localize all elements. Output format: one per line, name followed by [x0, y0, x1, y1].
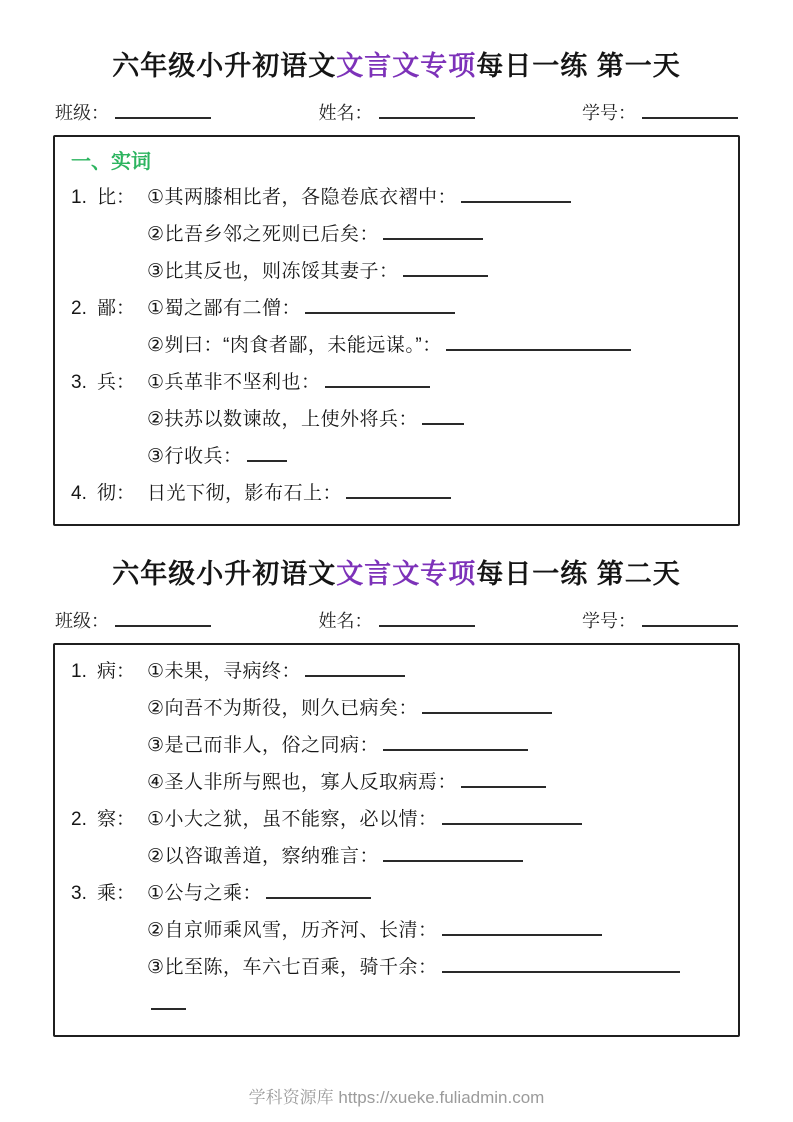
sentence-text: ①小大之狱，虽不能察，必以情： [147, 809, 438, 830]
item-number: 4. [71, 483, 87, 504]
sentence-text: ①蜀之鄙有二僧： [147, 298, 302, 319]
exercise-line [71, 875, 722, 912]
info-blank-field[interactable] [115, 609, 211, 627]
exercise-line [71, 253, 722, 290]
exercise-box-day1 [53, 135, 740, 526]
answer-blank[interactable] [151, 990, 186, 1010]
exercise-line [71, 216, 722, 253]
item-number: 2. [71, 298, 87, 319]
answer-blank[interactable] [383, 731, 528, 751]
sentence-text: ③比至陈，车六七百乘，骑千余： [147, 957, 438, 978]
sentence-text: ①公与之乘： [147, 883, 263, 904]
exercise-box-day2 [53, 643, 740, 1037]
item-headword: 察： [97, 809, 136, 830]
exercise-line [71, 912, 722, 949]
title-text-post: 每日一练 第一天 [476, 51, 681, 81]
worksheet-day1 [53, 44, 740, 526]
sentence-text: ④圣人非所与熙也，寡人反取病焉： [147, 772, 458, 793]
title-highlight: 文言文专项 [336, 51, 477, 81]
sentence-text: ①兵革非不坚利也： [147, 372, 321, 393]
answer-blank[interactable] [266, 879, 371, 899]
answer-blank[interactable] [461, 768, 546, 788]
answer-blank[interactable] [305, 294, 455, 314]
info-field-label: 班级： [55, 611, 109, 631]
info-blank-field[interactable] [115, 101, 211, 119]
answer-blank[interactable] [383, 220, 483, 240]
item-headword: 兵： [97, 372, 136, 393]
answer-blank[interactable] [383, 842, 523, 862]
sentence-text: ②扶苏以数谏故，上使外将兵： [147, 409, 419, 430]
footer [53, 1061, 740, 1122]
exercise-line [71, 801, 722, 838]
sentence-text: ③比其反也，则冻馁其妻子： [147, 261, 399, 282]
student-info-row [55, 99, 738, 125]
answer-blank[interactable] [446, 331, 631, 351]
item-number: 1. [71, 187, 87, 208]
title-text-pre: 六年级小升初语文 [112, 51, 337, 81]
item-number: 2. [71, 809, 87, 830]
info-field [582, 607, 738, 633]
item-headword: 彻： [97, 483, 136, 504]
exercise-line [71, 690, 722, 727]
exercise-line [71, 727, 722, 764]
answer-blank[interactable] [422, 694, 552, 714]
item-headword: 乘： [97, 883, 136, 904]
exercise-line [71, 986, 722, 1023]
answer-blank[interactable] [247, 442, 287, 462]
exercise-line [71, 438, 722, 475]
item-headword: 鄙： [97, 298, 136, 319]
page-title-day1 [53, 44, 740, 83]
answer-blank[interactable] [305, 657, 405, 677]
answer-blank[interactable] [325, 368, 430, 388]
item-headword: 病： [97, 661, 136, 682]
exercise-line [71, 653, 722, 690]
info-field [319, 99, 475, 125]
info-blank-field[interactable] [379, 609, 475, 627]
sentence-text: 日光下彻，影布石上： [147, 483, 343, 504]
answer-blank[interactable] [442, 805, 582, 825]
student-info-row [55, 607, 738, 633]
exercise-line [71, 949, 722, 986]
answer-blank[interactable] [346, 479, 451, 499]
exercise-line [71, 290, 722, 327]
answer-blank[interactable] [442, 953, 680, 973]
sentence-text: ②刿曰：“肉食者鄙，未能远谋。”： [147, 335, 442, 356]
item-number: 3. [71, 883, 87, 904]
sentence-text: ③行收兵： [147, 446, 243, 467]
info-blank-field[interactable] [642, 101, 738, 119]
answer-blank[interactable] [442, 916, 602, 936]
footer-link[interactable]: 学科资源库 https://xueke.fuliadmin.com [248, 1088, 545, 1107]
sentence-text: ③是己而非人，俗之同病： [147, 735, 380, 756]
section-heading: 一、实词 [71, 151, 151, 173]
sentence-text: ②以咨诹善道，察纳雅言： [147, 846, 380, 867]
info-field [55, 99, 211, 125]
exercise-line [71, 364, 722, 401]
info-field [319, 607, 475, 633]
info-field-label: 学号： [582, 611, 636, 631]
item-number: 1. [71, 661, 87, 682]
page-title-day2 [53, 552, 740, 591]
exercise-line [71, 401, 722, 438]
answer-blank[interactable] [403, 257, 488, 277]
sentence-text: ②向吾不为斯役，则久已病矣： [147, 698, 419, 719]
exercise-items-day2 [71, 653, 722, 1023]
exercise-line [71, 179, 722, 216]
sentence-text: ①其两膝相比者，各隐卷底衣褶中： [147, 187, 458, 208]
exercise-line [71, 475, 722, 512]
title-highlight: 文言文专项 [336, 559, 477, 589]
title-text-pre: 六年级小升初语文 [112, 559, 337, 589]
info-blank-field[interactable] [642, 609, 738, 627]
exercise-items-day1 [71, 179, 722, 512]
sentence-text: ②比吾乡邻之死则已后矣： [147, 224, 380, 245]
answer-blank[interactable] [422, 405, 464, 425]
exercise-line [71, 327, 722, 364]
info-field-label: 姓名： [318, 611, 373, 631]
info-field-label: 学号： [582, 103, 636, 123]
sentence-text: ①未果，寻病终： [147, 661, 302, 682]
item-number: 3. [71, 372, 87, 393]
info-blank-field[interactable] [379, 101, 475, 119]
exercise-line [71, 764, 722, 801]
item-headword: 比： [97, 187, 136, 208]
title-text-post: 每日一练 第二天 [476, 559, 681, 589]
exercise-line [71, 838, 722, 875]
sentence-text: ②自京师乘风雪，历齐河、长清： [147, 920, 438, 941]
info-field-label: 班级： [55, 103, 109, 123]
answer-blank[interactable] [461, 183, 571, 203]
info-field-label: 姓名： [318, 103, 373, 123]
worksheet-day2 [53, 552, 740, 1037]
info-field [582, 99, 738, 125]
info-field [55, 607, 211, 633]
